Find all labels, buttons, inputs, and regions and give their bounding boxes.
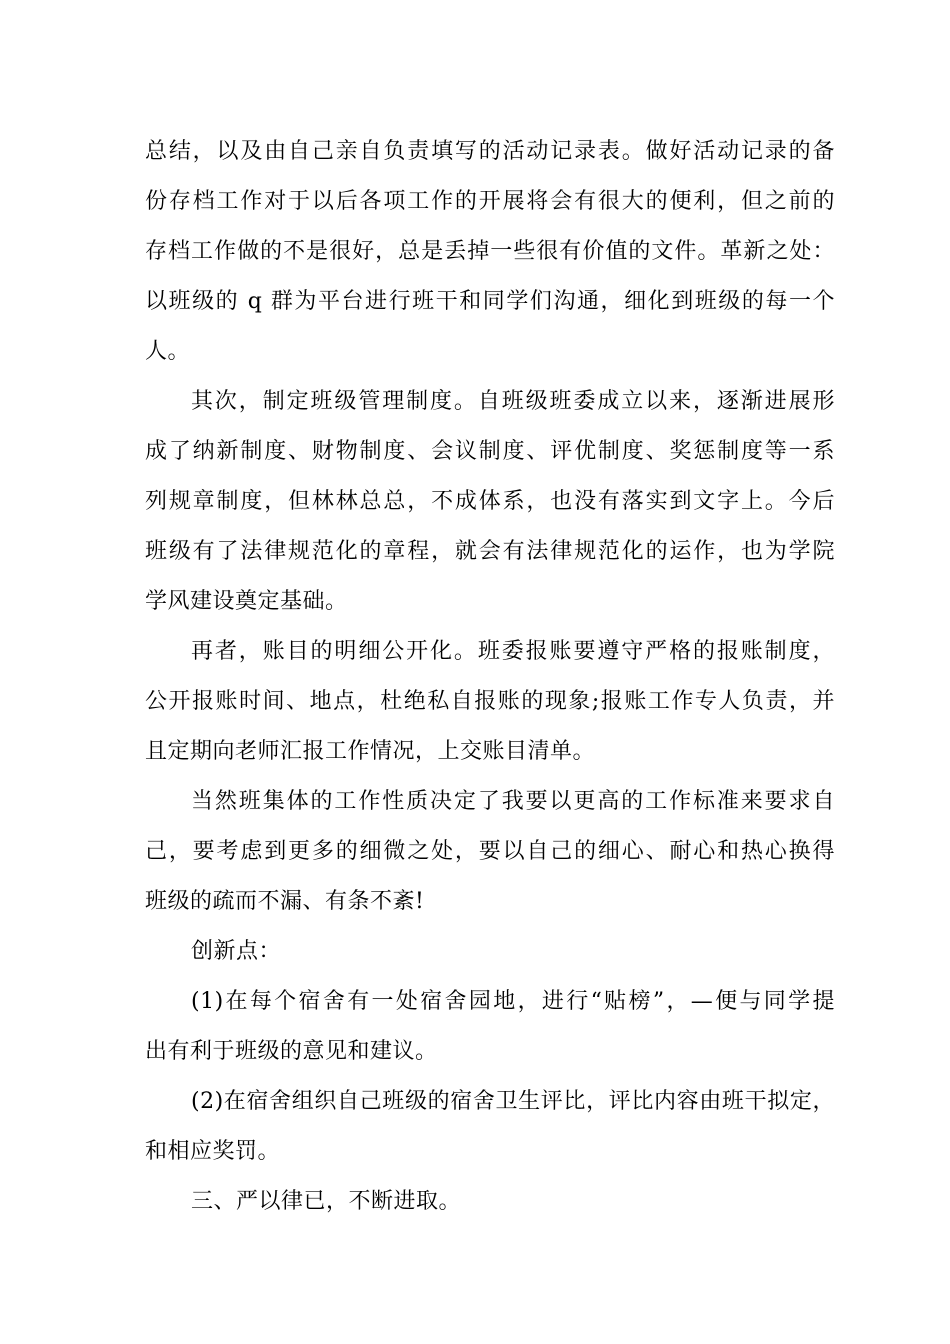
list-item-first-line: (2)在宿舍组织自己班级的宿舍卫生评比，评比内容由班干拟定，	[191, 1089, 835, 1114]
text-line: 份存档工作对于以后各项工作的开展将会有很大的便利，但之前的	[145, 189, 835, 214]
document-body	[145, 127, 835, 1227]
text-line: 总结，以及由自己亲自负责填写的活动记录表。做好活动记录的备	[145, 139, 835, 164]
text-line: 己，要考虑到更多的细微之处，要以自己的细心、耐心和热心换得	[145, 839, 835, 864]
text-line: 人。	[145, 339, 191, 364]
text-line: 和相应奖罚。	[145, 1139, 281, 1164]
text-line: 出有利于班级的意见和建议。	[145, 1039, 438, 1064]
text-line: 存档工作做的不是很好，总是丢掉一些很有价值的文件。革新之处：	[145, 239, 835, 264]
text-line: 且定期向老师汇报工作情况，上交账目清单。	[145, 739, 596, 764]
text-line: 成了纳新制度、财物制度、会议制度、评优制度、奖惩制度等一系	[145, 439, 835, 464]
text-line: 列规章制度，但林林总总，不成体系，也没有落实到文字上。今后	[145, 489, 835, 514]
text-line: 公开报账时间、地点，杜绝私自报账的现象;报账工作专人负责，并	[145, 689, 835, 714]
paragraph-first-line: 当然班集体的工作性质决定了我要以更高的工作标准来要求自	[191, 789, 835, 814]
paragraph-first-line: 再者，账目的明细公开化。班委报账要遵守严格的报账制度，	[191, 639, 835, 664]
section-label: 创新点：	[191, 939, 282, 964]
text-line: 以班级的 q 群为平台进行班干和同学们沟通，细化到班级的每一个	[145, 289, 835, 314]
list-item-first-line: (1)在每个宿舍有一处宿舍园地，进行“贴榜”，—便与同学提	[191, 989, 835, 1014]
section-heading: 三、严以律已，不断进取。	[191, 1189, 462, 1214]
paragraph-first-line: 其次，制定班级管理制度。自班级班委成立以来，逐渐进展形	[191, 389, 835, 414]
text-line: 班级有了法律规范化的章程，就会有法律规范化的运作，也为学院	[145, 539, 835, 564]
text-line: 学风建设奠定基础。	[145, 589, 348, 614]
text-line: 班级的疏而不漏、有条不紊!	[145, 889, 425, 914]
